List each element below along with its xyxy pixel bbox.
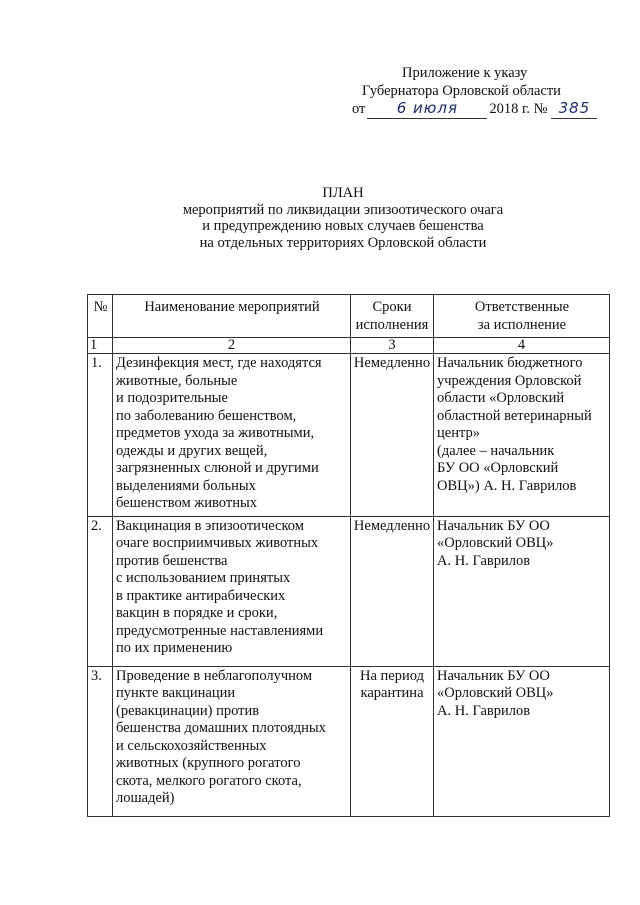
table-header-row bbox=[88, 295, 610, 338]
header-number: № bbox=[88, 295, 113, 338]
row-responsible: Начальник БУ ОО «Орловский ОВЦ» А. Н. Гаврилов bbox=[434, 666, 610, 816]
column-number: 2 bbox=[113, 338, 351, 354]
header-term: Сроки исполнения bbox=[351, 295, 434, 338]
row-responsible: Начальник БУ ОО «Орловский ОВЦ» А. Н. Гаврилов bbox=[434, 516, 610, 666]
appendix-header bbox=[352, 64, 612, 119]
handwritten-date: 6 июля bbox=[396, 99, 459, 117]
column-number: 4 bbox=[434, 338, 610, 354]
row-term: Немедленно bbox=[351, 354, 434, 517]
row-action: Дезинфекция мест, где находятся животные, больные и подозрительные по заболеванию бешенством, предметов ухода за животными, одежды и других вещей, загрязненных слюной и другими выделениями больных бешенством животных bbox=[113, 354, 351, 517]
table-row bbox=[88, 516, 610, 666]
row-responsible: Начальник бюджетного учреждения Орловской области «Орловский областной ветеринарный центр» (далее – начальник БУ ОО «Орловский ОВЦ») А. Н. Гаврилов bbox=[434, 354, 610, 517]
row-number: 3. bbox=[88, 666, 113, 816]
year-number-label: 2018 г. № bbox=[489, 101, 548, 117]
title-line-4: на отдельных территориях Орловской области bbox=[199, 234, 487, 251]
table-row bbox=[88, 354, 610, 517]
column-number: 3 bbox=[351, 338, 434, 354]
row-number: 1. bbox=[88, 354, 113, 517]
handwritten-number: 385 bbox=[558, 99, 591, 117]
plan-table bbox=[87, 294, 610, 817]
title-line-2: мероприятий по ликвидации эпизоотического очага bbox=[182, 201, 504, 218]
row-action: Проведение в неблагополучном пункте вакцинации (ревакцинации) против бешенства домашних плотоядных и сельскохозяйственных животных (крупного рогатого скота, мелкого рогатого скота, лошадей) bbox=[113, 666, 351, 816]
row-term: На период карантина bbox=[351, 666, 434, 816]
header-responsible: Ответственные за исполнение bbox=[434, 295, 610, 338]
column-number: 1 bbox=[88, 338, 113, 354]
appendix-line-1: Приложение к указу bbox=[402, 65, 528, 81]
appendix-line-2: Губернатора Орловской области bbox=[362, 83, 561, 99]
table-row bbox=[88, 666, 610, 816]
title-line-3: и предупреждению новых случаев бешенства bbox=[202, 218, 484, 234]
from-label: от bbox=[352, 101, 366, 117]
date-field bbox=[367, 101, 487, 119]
row-number: 2. bbox=[88, 516, 113, 666]
row-term: Немедленно bbox=[351, 516, 434, 666]
column-number-row bbox=[88, 338, 610, 354]
header-action: Наименование мероприятий bbox=[113, 295, 351, 338]
plan-title bbox=[0, 185, 640, 251]
appendix-line-3 bbox=[352, 100, 612, 119]
title-line-1: ПЛАН bbox=[322, 185, 364, 201]
number-field bbox=[551, 101, 597, 119]
row-action: Вакцинация в эпизоотическом очаге восприимчивых животных против бешенства с использованием принятых в практике антирабических вакцин в порядке и сроки, предусмотренные наставлениями по их применению bbox=[113, 516, 351, 666]
